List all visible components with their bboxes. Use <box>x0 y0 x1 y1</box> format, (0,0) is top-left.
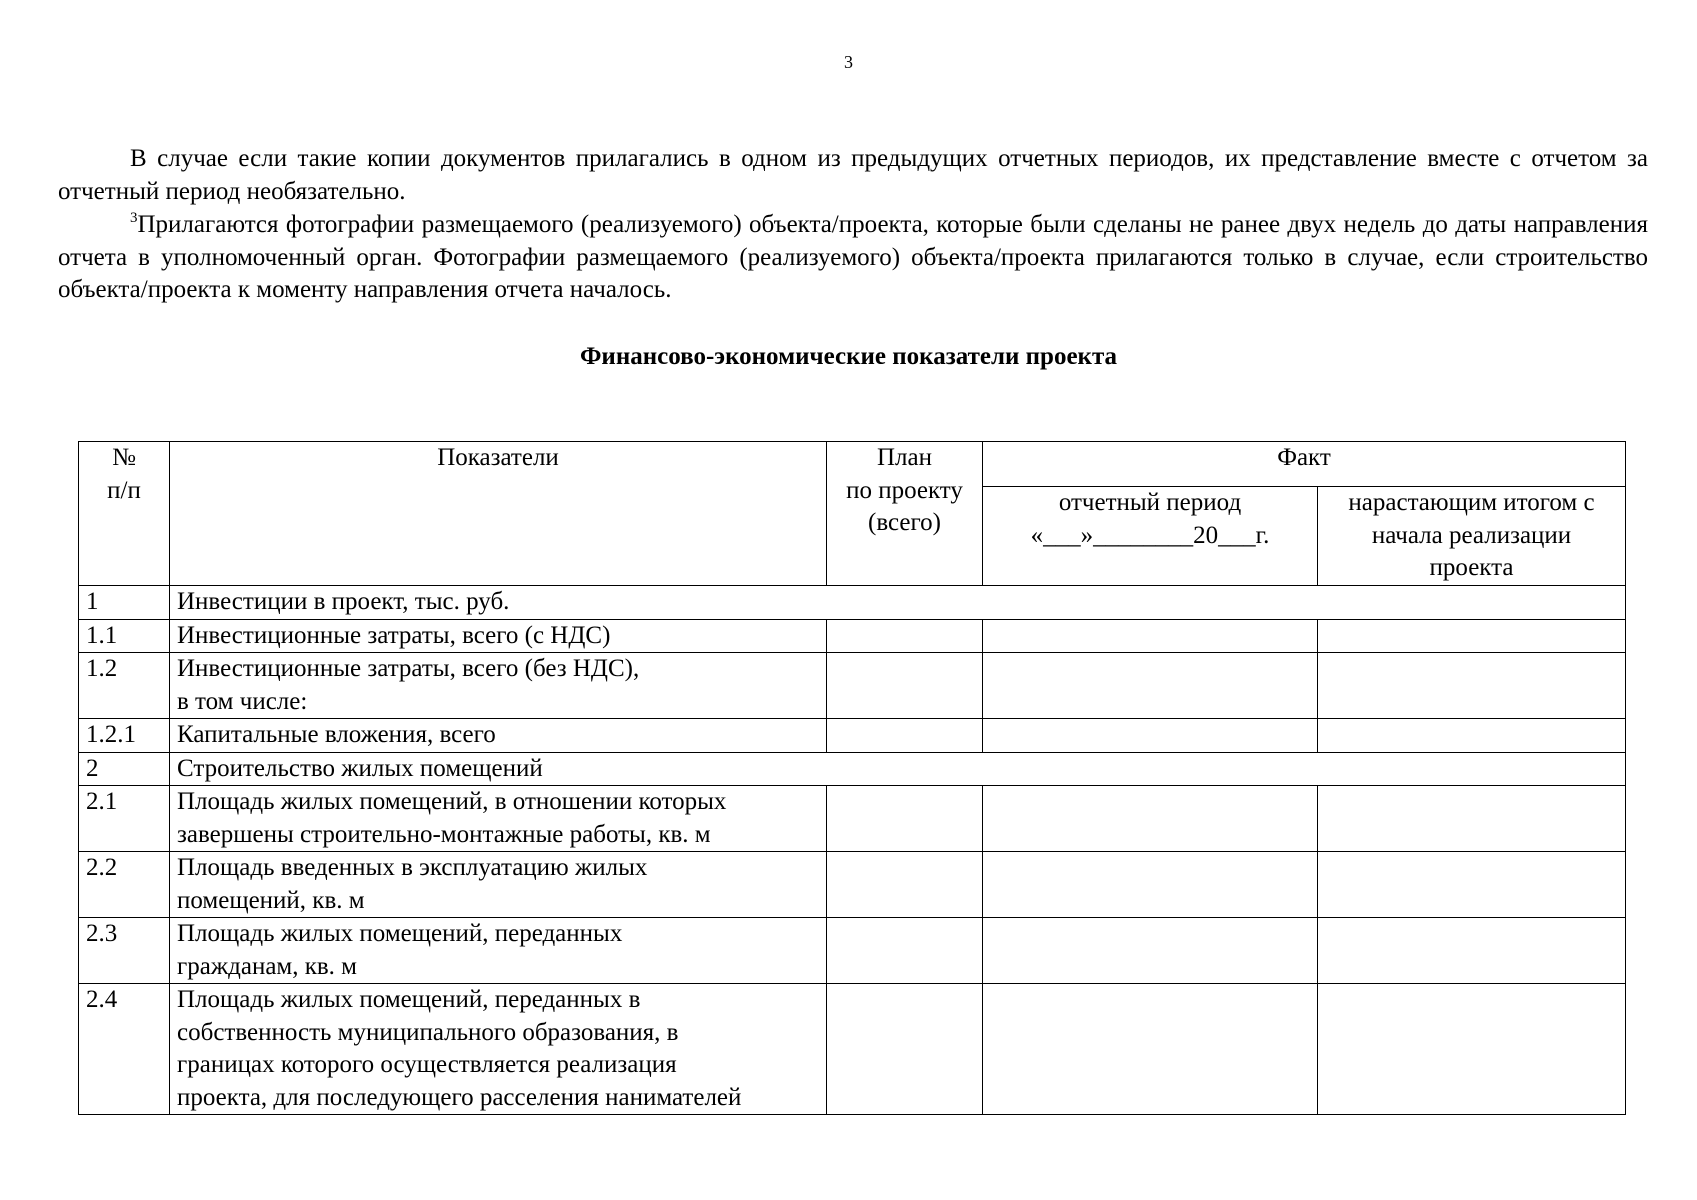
indicator-line: Площадь жилых помещений, переданных <box>177 920 623 947</box>
row-number: 2.4 <box>79 984 170 1115</box>
period-cell[interactable] <box>983 984 1318 1115</box>
indicator-line: Площадь жилых помещений, переданных в <box>177 986 641 1013</box>
header-period-line2: «___»________20___г. <box>1030 521 1270 549</box>
cumulative-cell[interactable] <box>1318 719 1626 753</box>
header-number <box>79 442 170 586</box>
header-cumulative <box>1318 487 1626 586</box>
financial-indicators-table <box>78 441 1626 1115</box>
indicator-label <box>170 918 827 984</box>
indicator-line: завершены строительно-монтажные работы, кв. м <box>177 820 711 848</box>
plan-cell[interactable] <box>827 653 983 719</box>
table-row <box>79 653 1626 719</box>
indicator-line: границах которого осуществляется реализация <box>177 1051 677 1078</box>
cumulative-cell[interactable] <box>1318 984 1626 1115</box>
row-number: 1 <box>79 586 170 620</box>
indicator-line: Площадь введенных в эксплуатацию жилых <box>177 854 648 881</box>
indicator-line: проекта, для последующего расселения нанимателей <box>177 1083 742 1111</box>
indicator-line: в том числе: <box>177 687 308 715</box>
indicator-label: Капитальные вложения, всего <box>170 719 827 753</box>
row-number: 2 <box>79 752 170 786</box>
cumulative-cell[interactable] <box>1318 786 1626 852</box>
footnote-photos <box>58 209 1648 307</box>
plan-cell[interactable] <box>827 619 983 653</box>
plan-cell[interactable] <box>827 918 983 984</box>
footnote-marker: 3 <box>130 210 138 226</box>
table-title: Финансово-экономические показатели проекта <box>579 343 1118 370</box>
indicator-label <box>170 984 827 1115</box>
row-number: 1.1 <box>79 619 170 653</box>
indicator-label: Инвестиционные затраты, всего (с НДС) <box>170 619 827 653</box>
plan-cell[interactable] <box>827 852 983 918</box>
header-row-1 <box>79 442 1626 487</box>
indicator-label <box>170 852 827 918</box>
section-label: Строительство жилых помещений <box>170 752 1626 786</box>
footnote-photos-text: Прилагаются фотографии размещаемого (реализуемого) объекта/проекта, которые были сделаны не ранее двух недель до даты направления отчета в уполномоченный орган. Фотографии размещаемого (реализуемого) объекта/проекта прилагаются только в случае, если строительство объекта/проекта к моменту направления отчета началось. <box>58 211 1648 303</box>
plan-cell[interactable] <box>827 719 983 753</box>
row-number: 2.3 <box>79 918 170 984</box>
table-row <box>79 786 1626 852</box>
period-cell[interactable] <box>983 786 1318 852</box>
period-cell[interactable] <box>983 619 1318 653</box>
header-plan-line1: План <box>876 444 932 471</box>
header-cumulative-line2: начала реализации <box>1371 521 1572 549</box>
table-row <box>79 619 1626 653</box>
period-cell[interactable] <box>983 852 1318 918</box>
row-number: 2.2 <box>79 852 170 918</box>
section-row-investments <box>79 586 1626 620</box>
header-plan <box>827 442 983 586</box>
cumulative-cell[interactable] <box>1318 918 1626 984</box>
period-cell[interactable] <box>983 719 1318 753</box>
cumulative-cell[interactable] <box>1318 653 1626 719</box>
plan-cell[interactable] <box>827 984 983 1115</box>
period-cell[interactable] <box>983 918 1318 984</box>
indicator-label <box>170 786 827 852</box>
indicator-line: помещений, кв. м <box>177 886 365 914</box>
header-period-line1: отчетный период <box>1058 489 1242 516</box>
header-reporting-period <box>983 487 1318 586</box>
header-indicators: Показатели <box>170 442 827 586</box>
indicator-line: Инвестиционные затраты, всего (без НДС), <box>177 655 640 682</box>
table-row <box>79 984 1626 1115</box>
indicator-label <box>170 653 827 719</box>
cumulative-cell[interactable] <box>1318 619 1626 653</box>
cumulative-cell[interactable] <box>1318 852 1626 918</box>
paragraph-copies-text: В случае если такие копии документов прилагались в одном из предыдущих отчетных периодов, их представление вместе с отчетом за отчетный период необязательно. <box>58 145 1648 205</box>
period-cell[interactable] <box>983 653 1318 719</box>
header-number-line1: № <box>112 444 136 471</box>
paragraph-copies-note <box>58 143 1648 208</box>
header-number-line2: п/п <box>107 476 141 504</box>
table-row <box>79 719 1626 753</box>
table-row <box>79 852 1626 918</box>
header-cumulative-line3: проекта <box>1429 554 1514 581</box>
header-fact: Факт <box>983 442 1626 487</box>
header-plan-line3: (всего) <box>868 509 941 536</box>
row-number: 1.2 <box>79 653 170 719</box>
header-plan-line2: по проекту <box>846 476 963 504</box>
row-number: 2.1 <box>79 786 170 852</box>
section-row-housing <box>79 752 1626 786</box>
section-label: Инвестиции в проект, тыс. руб. <box>170 586 1626 620</box>
indicator-line: гражданам, кв. м <box>177 952 358 980</box>
indicator-line: Площадь жилых помещений, в отношении которых <box>177 788 727 815</box>
indicator-line: собственность муниципального образования, в <box>177 1018 679 1046</box>
table-row <box>79 918 1626 984</box>
header-cumulative-line1: нарастающим итогом с <box>1348 489 1595 516</box>
page-number: 3 <box>844 52 853 72</box>
plan-cell[interactable] <box>827 786 983 852</box>
row-number: 1.2.1 <box>79 719 170 753</box>
